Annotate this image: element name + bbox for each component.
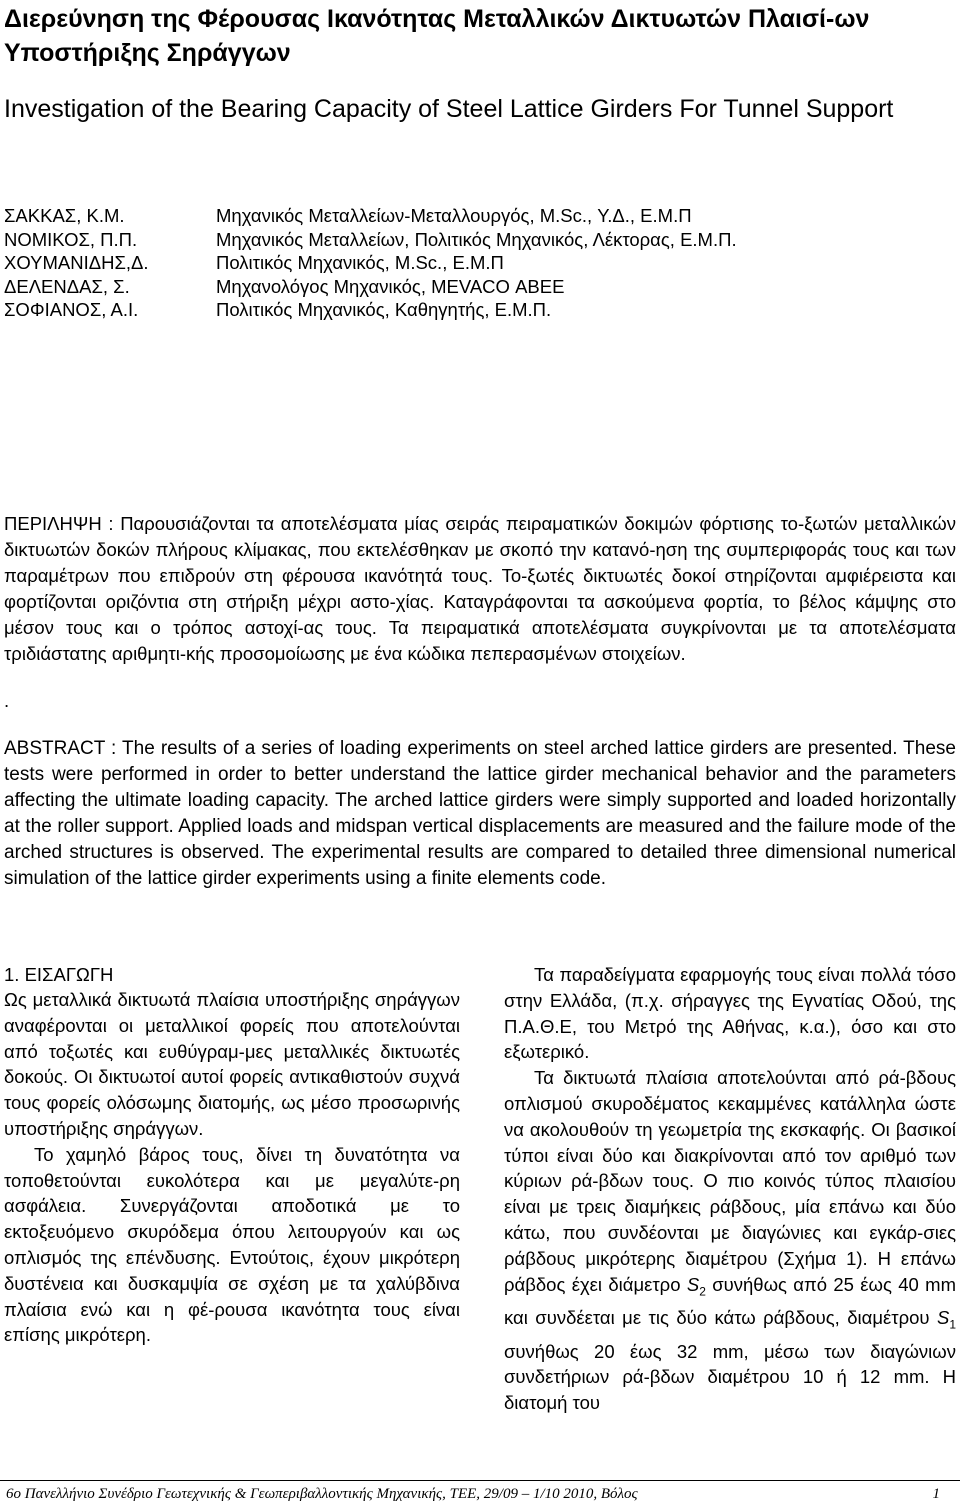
paragraph <box>504 1065 956 1416</box>
author-affiliation: Πολιτικός Μηχανικός, M.Sc., Ε.Μ.Π <box>216 252 504 273</box>
author-affiliation: Μηχανικός Μεταλλείων-Μεταλλουργός, M.Sc., Υ.Δ., Ε.Μ.Π <box>216 205 692 226</box>
paragraph-text: Τα δικτυωτά πλαίσια αποτελούνται από ρά-βδους οπλισμού σκυροδέματος κεκαμμένες κατάλληλα ώστε να ακολουθούν τη γεωμετρία της εκσκαφής. Οι βασικοί τύποι είναι δύο και διακρίνονται από τον αριθμό των κύριων ρά-βδων τους. Ο πιο κοινός τύπος πλαισίου είναι με τρεις διαμήκεις ράβδους, μία επάνω και δύο κάτω, που συνδέονται με διαγώνιες και εγκάρ-σιες ράβδους μικρότερης διαμέτρου (Σχήμα 1). Η επάνω ράβδος έχει διάμετρο <box>504 1067 956 1295</box>
author-name: ΝΟΜΙΚΟΣ, Π.Π. <box>4 228 138 250</box>
author-affiliation: Μηχανολόγος Μηχανικός, MEVACO ΑΒΕΕ <box>216 275 565 297</box>
author-name: ΔΕΛΕΝΔΑΣ, Σ. <box>4 275 130 297</box>
footer-conference: 6ο Πανελλήνιο Συνέδριο Γεωτεχνικής & Γεωπεριβαλλοντικής Μηχανικής, ΤΕΕ, 29/09 – 1/10 2010, Βόλος <box>6 1486 638 1502</box>
author-row <box>4 204 737 228</box>
author-name: ΣΟΦΙΑΝΟΣ, Α.Ι. <box>4 299 139 320</box>
symbol-s2: S <box>686 1273 700 1295</box>
author-row <box>4 298 737 322</box>
paragraph-text: συνήθως 20 έως 32 mm, μέσω των διαγώνιων συνδετήριων ρά-βδων διαμέτρου 10 ή 12 mm. Η διατομή του <box>504 1340 956 1414</box>
section-heading: 1. ΕΙΣΑΓΩΓΗ <box>4 964 114 985</box>
author-name: ΣΑΚΚΑΣ, Κ.Μ. <box>4 205 125 226</box>
title-greek: Διερεύνηση της Φέρουσας Ικανότητας Μεταλλικών Δικτυωτών Πλαισί-ων Υποστήριξης Σηράγγων <box>4 5 870 67</box>
symbol-s1-subscript: 1 <box>949 1317 956 1332</box>
author-row <box>4 251 737 275</box>
title-english: Investigation of the Bearing Capacity of Steel Lattice Girders For Tunnel Support <box>4 95 894 123</box>
author-affiliation: Πολιτικός Μηχανικός, Καθηγητής, Ε.Μ.Π. <box>216 299 552 320</box>
right-column <box>504 962 956 1416</box>
author-affiliation: Μηχανικός Μεταλλείων, Πολιτικός Μηχανικός, Λέκτορας, Ε.Μ.Π. <box>216 228 737 250</box>
paragraph: Ως μεταλλικά δικτυωτά πλαίσια υποστήριξης σηράγγων αναφέρονται οι μεταλλικοί φορείς που αποτελούνται από τοξωτές και ευθύγραμ-μες μεταλλικές δικτυωτές δοκούς. Οι δικτυωτοί αυτοί φορείς αντικαθιστούν συχνά τους φορείς ολόσωμης διατομής, ως μέσο προσωρινής υποστήριξης σηράγγων. <box>4 989 460 1139</box>
author-name: ΧΟΥΜΑΝΙΔΗΣ,Δ. <box>4 252 149 273</box>
symbol-s2-subscript: 2 <box>699 1284 706 1299</box>
paragraph: Τα παραδείγματα εφαρμογής τους είναι πολλά τόσο στην Ελλάδα, (π.χ. σήραγγες της Εγνατίας Οδού, της Π.Α.Θ.Ε, του Μετρό της Αθήνας, κ.α.), όσο και στο εξωτερικό. <box>504 964 956 1063</box>
footer-rule <box>0 1480 960 1481</box>
page-number: 1 <box>932 1486 940 1502</box>
abstract-separator-dot: . <box>4 690 10 711</box>
symbol-s1: S <box>936 1307 950 1329</box>
left-column <box>4 962 460 1348</box>
author-row <box>4 275 737 299</box>
author-row <box>4 228 737 252</box>
paragraph: Το χαμηλό βάρος τους, δίνει τη δυνατότητα να τοποθετούνται ευκολότερα και με μεγαλύτε-ρη ασφάλεια. Συνεργάζονται αποδοτικά με το εκτοξευόμενο σκυρόδεμα όπου λειτουργούν και ως οπλισμός της επένδυσης. Εντούτοις, έχουν μικρότερη δυστένεια και δυσκαμψία σε σχέση με τα χαλύβδινα πλαίσια ενώ και η φέ-ρουσα ικανότητα τους είναι επίσης μικρότερη. <box>4 1143 460 1346</box>
paragraph-text: συνήθως από 25 έως 40 mm και συνδέεται με τις δύο κάτω ράβδους, διαμέτρου <box>504 1273 956 1329</box>
authors-block <box>4 204 737 322</box>
abstract-english: ABSTRACT : The results of a series of loading experiments on steel arched lattice girders are presented. These tests were performed in order to better understand the lattice girder mechanical behavior and the parameters affecting the ultimate loading capacity. The arched lattice girders were simply supported and loaded horizontally at the roller support. Applied loads and midspan vertical displacements are measured and the failure mode of the arched structures is observed. The experimental results are compared to detailed three dimensional numerical simulation of the lattice girder experiments using a finite elements code. <box>4 738 956 889</box>
abstract-greek: ΠΕΡΙΛΗΨΗ : Παρουσιάζονται τα αποτελέσματα μίας σειράς πειραματικών δοκιμών φόρτισης το-ξωτών μεταλλικών δικτυωτών δοκών πλήρους κλίμακας, που εκτελέσθηκαν με σκοπό την κατανό-ηση της συμπεριφοράς τους και των παραμέτρων που επιδρούν στη φέρουσα ικανότητά τους. Το-ξωτές δικτυωτές δοκοί στηρίζονται αμφιέρειστα και φορτίζονται οριζόντια στη στήριξη μέχρι αστο-χίας. Καταγράφονται τα ασκούμενα φορτία, το βέλος κάμψης στο μέσον τους και ο τρόπος αστοχί-ας τους. Τα πειραματικά αποτελέσματα συγκρίνονται με τα αποτελέσματα τριδιάστατης αριθμητι-κής προσομοίωσης με ένα κώδικα πεπερασμένων στοιχείων. <box>4 513 956 664</box>
